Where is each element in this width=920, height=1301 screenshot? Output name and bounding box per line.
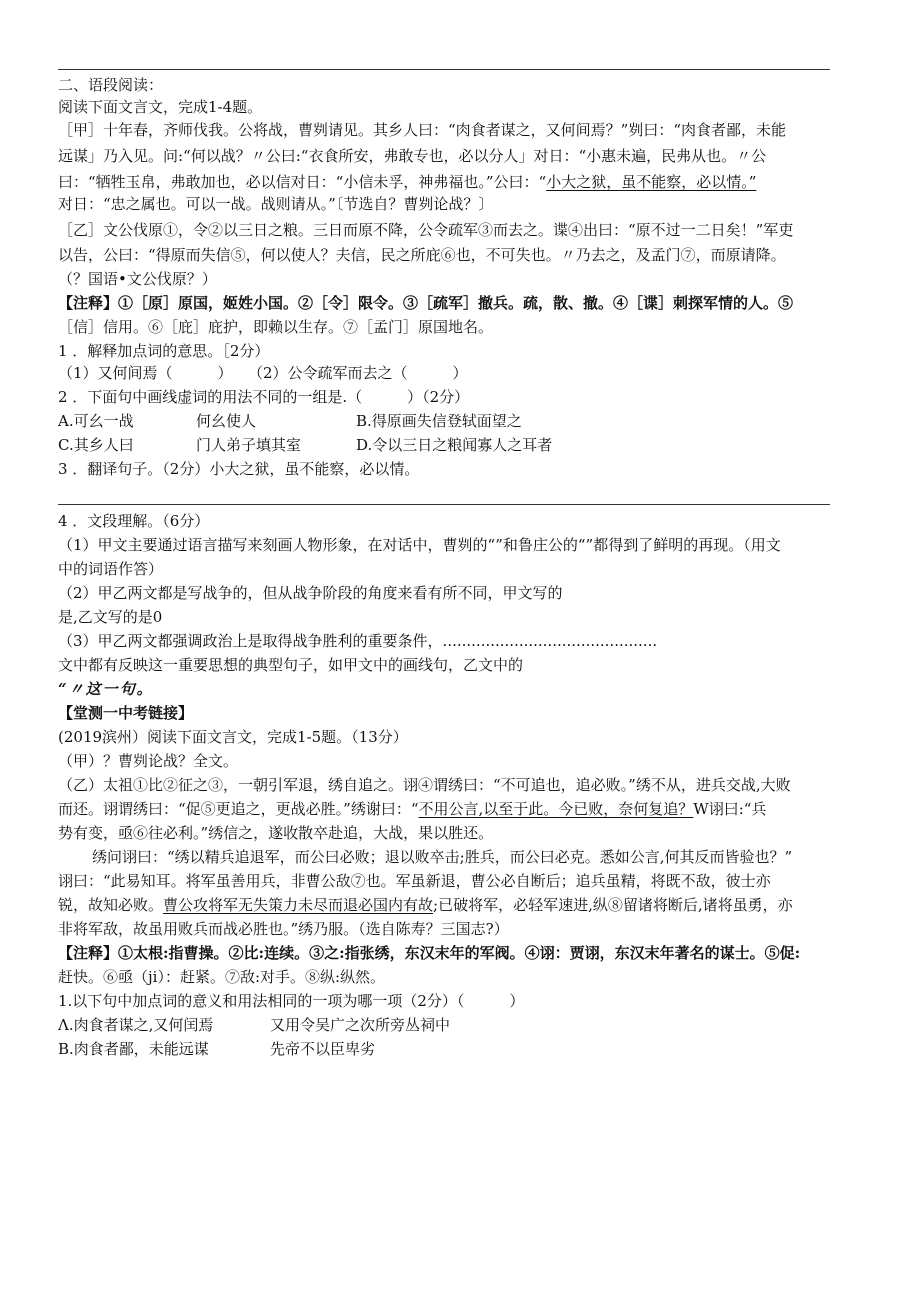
question-1: 1 ．解释加点词的意思。［2分） bbox=[58, 342, 270, 360]
q2-option-b: B.得原画失信登轼面望之 bbox=[356, 412, 522, 430]
jia-line-1: ［甲］十年春，齐师伐我。公将战，曹刿请见。其乡人曰：“肉食者谋之，又何间焉？”刿曰：“肉食者鄙，未能 bbox=[58, 121, 787, 139]
q2-option-d: D.令以三日之粮闻寡人之耳者 bbox=[356, 436, 553, 454]
q2-option-a: A.可幺一战 bbox=[58, 412, 134, 430]
jia-line-3-text: 曰：“牺牲玉帛，弗敢加也，必以信对日：“小信未孚，神弗福也。”公曰：“ bbox=[58, 173, 547, 191]
mq1-option-b-pair: 先帝不以臣卑劣 bbox=[270, 1040, 376, 1058]
notes-line-2: ［信］信用。⑥［庇］庇护，即赖以生存。⑦［孟门］原国地名。 bbox=[58, 318, 494, 336]
mq1-option-a-pair: 又用令吴广之次所旁丛祠中 bbox=[270, 1016, 451, 1034]
q4-line-5: （3）甲乙两文都强调政治上是取得战争胜利的重要条件，............................................. bbox=[58, 632, 658, 650]
intro-text: 阅读下面文言文，完成1-4题。 bbox=[58, 98, 263, 116]
section-title: 二、语段阅读： bbox=[58, 76, 164, 94]
yi2-line-4: 绣问诩曰：“绣以精兵追退军，而公曰必败；退以败卒击;胜兵，而公曰必克。悉如公言,何其反而皆验也？” bbox=[92, 848, 793, 866]
mq1-option-a: Λ.肉食者谋之,又何闰焉 bbox=[58, 1016, 214, 1034]
yi2-line-1: （乙）太祖①比②征之③，一朝引军退，绣自追之。诩④谓绣曰：“不可追也，追必败。”绣不从，进兵交战,大败 bbox=[58, 776, 791, 794]
yi-line-1: ［乙］文公伐原①，令②以三日之粮。三日而原不降，公令疏军③而去之。谍④出曰：“原不过一二日矣！”军吏 bbox=[58, 221, 794, 239]
question-1-a: （1）又何间焉（ ） bbox=[58, 364, 233, 382]
yi2-underlined-1: 不用公言,以至于此。今已败，奈何复追？ bbox=[418, 800, 694, 818]
q2-option-a-pair: 何幺使人 bbox=[196, 412, 257, 430]
yi2-line-2-b: W诩曰:“兵 bbox=[693, 800, 767, 818]
yi2-line-7: 非将军敌，故虽用败兵而战必胜也。”绣乃服。（选自陈寿？三国志?） bbox=[58, 920, 509, 938]
jia2-line: （甲）？曹刿论战？全文。 bbox=[58, 752, 239, 770]
yi2-line-6-b: ;已破将军，必轻军速进,纵⑧留诸将断后,诸将虽勇，亦 bbox=[433, 896, 793, 914]
q2-option-c: C.其乡人曰 bbox=[58, 436, 134, 454]
yi2-underlined-2: 曹公攻将军无失策力未尽而退必国内有故 bbox=[163, 896, 434, 914]
q4-line-6: 文中都有反映这一重要思想的典型句子，如甲文中的画线句，乙文中的 bbox=[58, 656, 524, 674]
jia-line-3 bbox=[58, 171, 756, 193]
q4-line-2: 中的词语作答） bbox=[58, 560, 164, 578]
notes2-line-2: 赶快。⑥亟（ji）：赶紧。⑦敌:对手。⑧纵:纵然。 bbox=[58, 968, 386, 986]
jia-line-2: 远谋」乃入见。问:“何以战？〃公曰:“衣食所安，弗敢专也，必以分人」对日：“小惠未遍，民弗从也。〃公 bbox=[58, 147, 767, 165]
yi-line-2: 以告，公曰：“得原而失信⑤，何以使人？夫信，民之所庇⑥也，不可失也。〃乃去之，及孟门⑦，而原请降。 bbox=[58, 246, 786, 264]
mock-question-1: 1.以下句中加点词的意义和用法相同的一项为哪一项（2分）（ ） bbox=[58, 992, 525, 1010]
question-4: 4 ．文段理解。（6分） bbox=[58, 512, 210, 530]
q4-line-4: 是,乙文写的是0 bbox=[58, 608, 163, 626]
question-1-b: （2）公令疏军而去之（ ） bbox=[248, 364, 468, 382]
yi2-line-2 bbox=[58, 798, 766, 820]
notes2-line-1: 【注释】①太根:指曹操。②比:连续。③之:指张绣，东汉末年的军阀。④诩：贾诩，东汉末年著名的谋士。⑤促: bbox=[58, 944, 801, 962]
yi2-line-5: 诩曰：“此易知耳。将军虽善用兵，非曹公敌⑦也。军虽新退，曹公必自断后；追兵虽精，将既不敌，彼士亦 bbox=[58, 872, 771, 890]
q4-line-1: （1）甲文主要通过语言描写来刻画人物形象，在对话中，曹刿的“”和鲁庄公的“”都得到了鲜明的再现。（用文 bbox=[58, 536, 781, 554]
middle-divider bbox=[58, 504, 830, 505]
yi2-line-6-a: 锐，故知必败。 bbox=[58, 896, 164, 914]
yi2-line-6 bbox=[58, 894, 793, 916]
question-3: 3 ．翻译句子。（2分）小大之狱，虽不能察，必以情。 bbox=[58, 460, 420, 478]
yi2-line-3: 势有变，亟⑥往必利。”绣信之，遂收散卒赴追，大战，果以胜还。 bbox=[58, 824, 494, 842]
link-intro: (2019滨州）阅读下面文言文，完成1-5题。（13分） bbox=[58, 728, 408, 746]
yi2-line-2-a: 而还。诩谓绣曰：“促⑤更追之，更战必胜。”绣谢曰：“ bbox=[58, 800, 419, 818]
question-2: 2 ．下面句中画线虚词的用法不同的一组是.（ ）（2分） bbox=[58, 388, 470, 406]
notes-line-1: 【注释】①［原］原国，姬姓小国。②［令］限令。③［疏军］撤兵。疏，散、撤。④［谍］刺探军情的人。⑤ bbox=[58, 294, 794, 312]
q2-option-c-pair: 门人弟子填其室 bbox=[196, 436, 302, 454]
q4-line-3: （2）甲乙两文都是写战争的，但从战争阶段的角度来看有所不同，甲文写的 bbox=[58, 584, 563, 602]
underlined-sentence: 小大之狱，虽不能察，必以情。” bbox=[546, 173, 757, 191]
link-title: 【堂测一中考链接】 bbox=[58, 704, 194, 722]
q4-italic-line: “〃这一句。 bbox=[58, 680, 154, 698]
top-divider bbox=[58, 69, 830, 70]
mq1-option-b: B.肉食者鄙，未能远谋 bbox=[58, 1040, 209, 1058]
jia-line-4: 对日：“忠之属也。可以一战。战则请从。”〔节选自？曹刿论战？〕 bbox=[58, 195, 494, 213]
yi-source: （？国语•文公伐原？） bbox=[58, 270, 217, 288]
